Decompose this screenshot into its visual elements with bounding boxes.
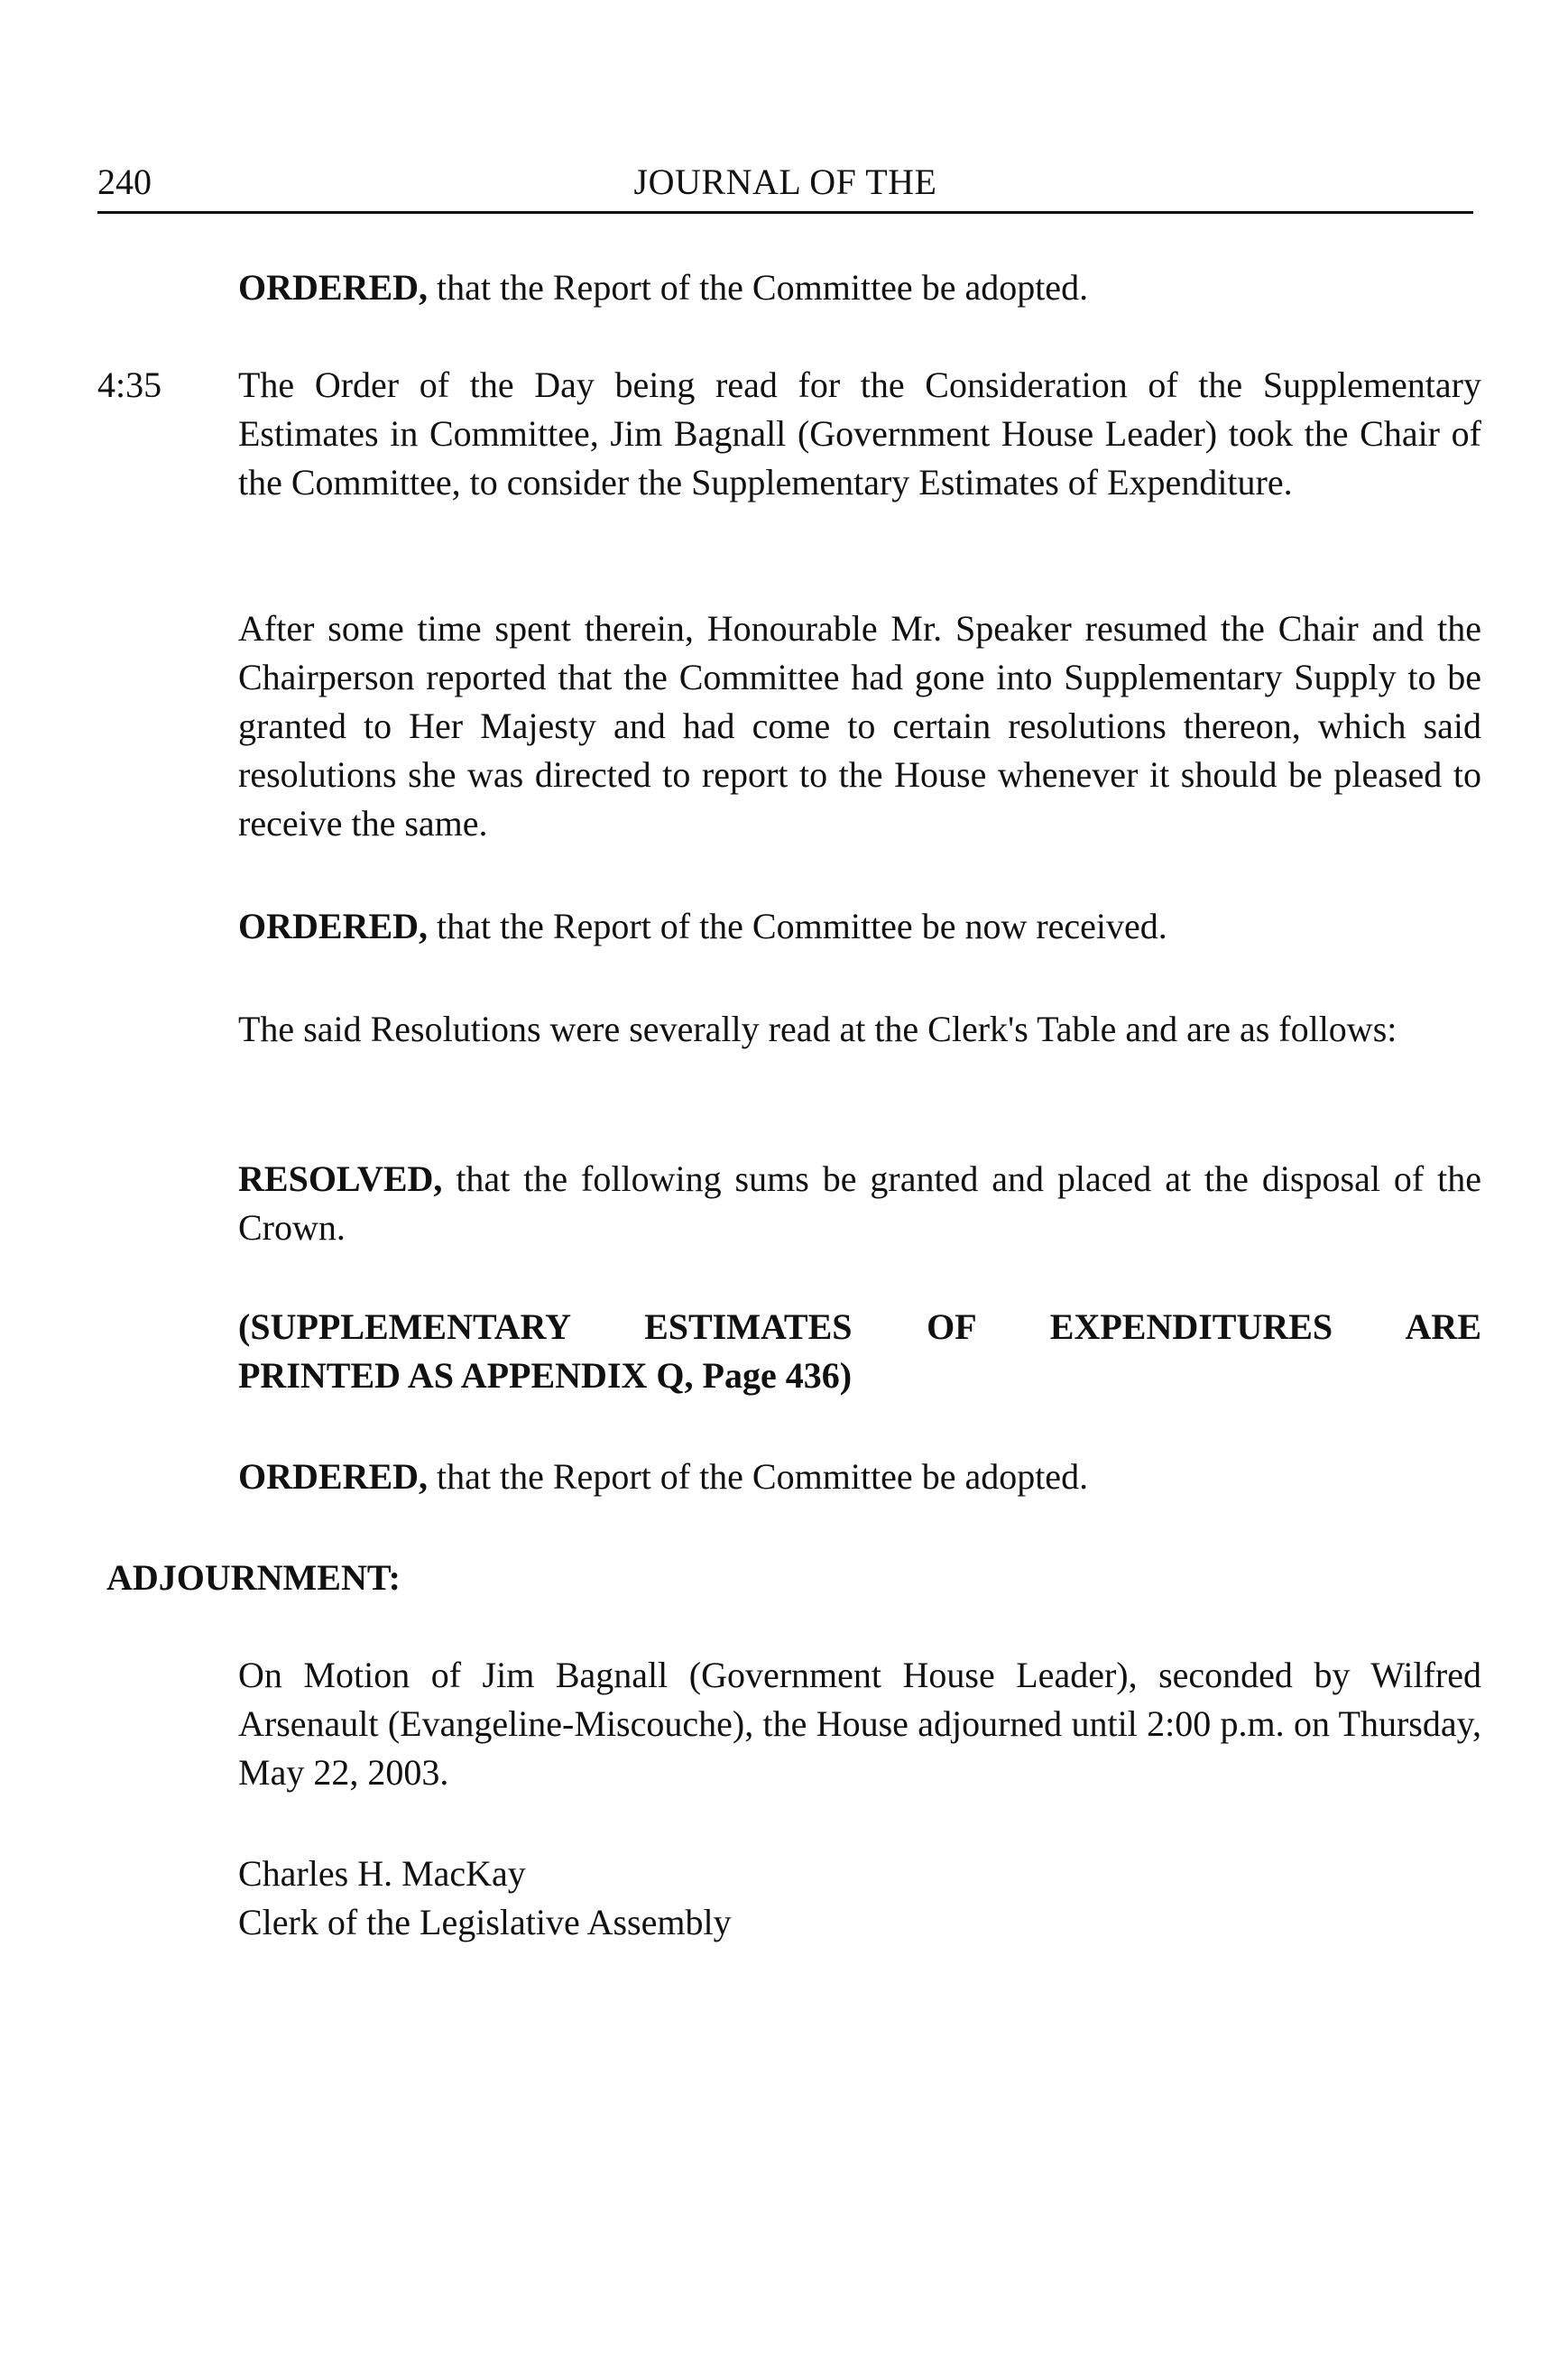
running-head: JOURNAL OF THE xyxy=(633,161,937,202)
ordered-text: that the Report of the Committee be adopted. xyxy=(428,1456,1089,1497)
clerk-title: Clerk of the Legislative Assembly xyxy=(238,1902,732,1942)
after-time-paragraph: After some time spent therein, Honourable Mr. Speaker resumed the Chair and the Chairperson reported that the Committee had gone into Supplementary Supply to be granted to Her Majesty and had come to certain resolutions thereon, which said resolutions she was directed to report to the House whenever it should be pleased to receive the same. xyxy=(238,608,1481,844)
resolutions-read-paragraph: The said Resolutions were severally read at the Clerk's Table and are as follows: xyxy=(238,1009,1397,1049)
signature-block xyxy=(238,1850,1481,1947)
resolved-keyword: RESOLVED, xyxy=(238,1158,443,1199)
appendix-note-line-2: PRINTED AS APPENDIX Q, Page 436) xyxy=(238,1355,853,1396)
ordered-keyword: ORDERED, xyxy=(238,1456,429,1497)
ordered-keyword: ORDERED, xyxy=(238,906,429,946)
ordered-received xyxy=(238,902,1481,951)
ordered-text: that the Report of the Committee be adopted. xyxy=(428,267,1089,308)
ordered-text: that the Report of the Committee be now received. xyxy=(428,906,1167,946)
ordered-adopted-second xyxy=(238,1453,1481,1501)
page-header xyxy=(97,159,1473,214)
order-of-day-paragraph: The Order of the Day being read for the Consideration of the Supplementary Estimates in Committee, Jim Bagnall (Government House Leader) took the Chair of the Committee, to consider the Supplementary Estimates of Expenditure. xyxy=(238,364,1481,503)
adjournment-heading: ADJOURNMENT: xyxy=(106,1557,401,1598)
appendix-note-line-1: (SUPPLEMENTARY ESTIMATES OF EXPENDITURES ARE xyxy=(238,1306,1481,1347)
ordered-adopted-first xyxy=(238,263,1481,312)
adjournment-motion-paragraph: On Motion of Jim Bagnall (Government House Leader), seconded by Wilfred Arsenault (Evangeline-Miscouche), the House adjourned until 2:00 p.m. on Thursday, May 22, 2003. xyxy=(238,1655,1481,1793)
ordered-keyword: ORDERED, xyxy=(238,267,429,308)
page-number: 240 xyxy=(97,161,152,202)
time-stamp: 4:35 xyxy=(97,364,162,405)
appendix-note xyxy=(238,1303,1481,1400)
clerk-name: Charles H. MacKay xyxy=(238,1853,526,1894)
resolved-paragraph xyxy=(238,1155,1481,1252)
resolved-text: that the following sums be granted and placed at the disposal of the Crown. xyxy=(238,1158,1481,1248)
